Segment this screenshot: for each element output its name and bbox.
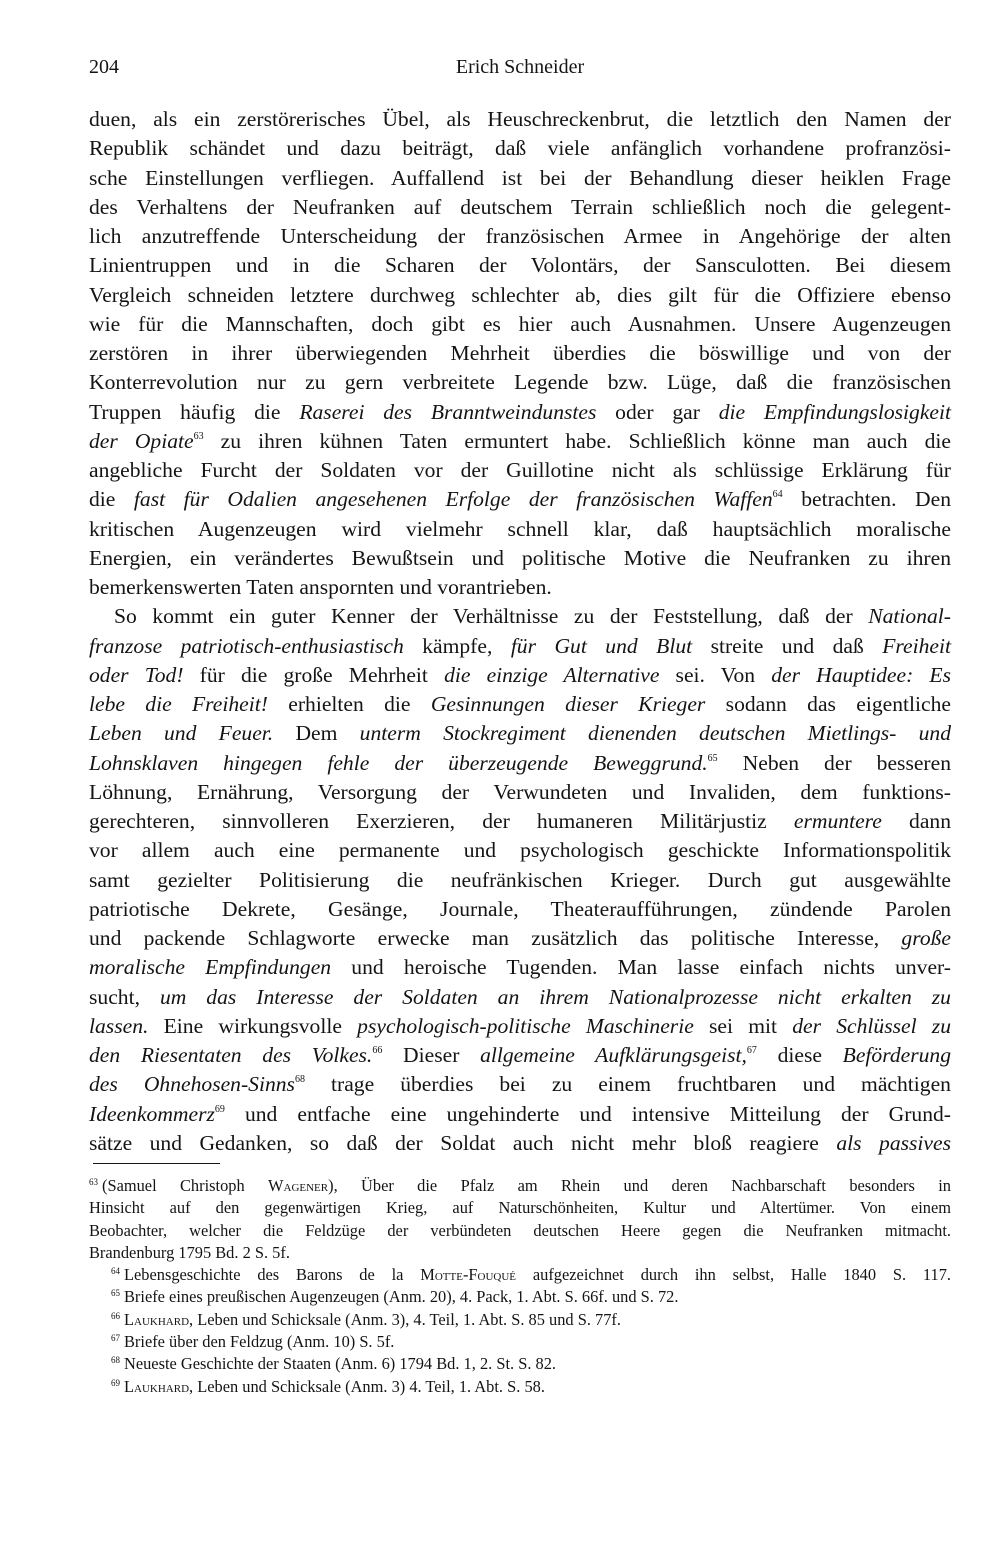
emphasis-text: für Gut und Blut <box>510 633 693 658</box>
body-line <box>89 690 951 719</box>
body-line <box>89 1129 951 1158</box>
body-line <box>89 719 951 748</box>
text-run: zu ihren kühnen Taten ermuntert habe. Schließlich könne man auch die <box>203 428 951 453</box>
footnote-line <box>89 1309 951 1331</box>
text-run: Neueste Geschichte der Staaten (Anm. 6) 1794 Bd. 1, 2. St. S. 82. <box>124 1354 556 1374</box>
emphasis-text: als passives <box>836 1130 951 1155</box>
body-line <box>89 836 951 865</box>
emphasis-text: große <box>901 926 951 950</box>
emphasis-text: Lohnsklaven hingegen fehle der überzeugende Beweggrund. <box>89 750 708 775</box>
body-line <box>89 602 951 631</box>
text-run: ), Über die Pfalz am Rhein und deren Nachbarschaft besonders in <box>328 1176 951 1195</box>
footnote-ref: 67 <box>111 1333 120 1344</box>
body-line <box>89 456 951 485</box>
emphasis-text: franzose patriotisch-enthusiastisch <box>89 633 404 658</box>
body-line <box>89 134 951 163</box>
footnote-separator <box>93 1163 220 1164</box>
emphasis-text: lebe die Freiheit! <box>89 692 268 716</box>
emphasis-text: des Ohnehosen-Sinns <box>89 1072 295 1097</box>
page-header <box>89 56 951 88</box>
text-run: Beobachter, welcher die Feldzüge der verbündeten deutschen Heere gegen die Neufranken mitmacht. <box>89 1220 951 1240</box>
text-run: Löhnung, Ernährung, Versorgung der Verwundeten und Invaliden, dem funktions- <box>89 779 951 804</box>
footnote-line <box>89 1286 951 1308</box>
text-run: Republik schändet und dazu beiträgt, daß viele anfänglich vorhandene profranzösi- <box>89 136 951 161</box>
text-run: dann <box>881 809 952 833</box>
footnote-ref: 65 <box>111 1288 120 1299</box>
body-line <box>89 339 951 368</box>
text-run: kämpfe, <box>403 633 511 658</box>
footnote-line <box>89 1175 951 1197</box>
text-run: (Samuel Christoph <box>102 1176 269 1195</box>
body-text <box>89 105 951 1158</box>
emphasis-text: Ideenkommerz <box>89 1101 215 1126</box>
body-line <box>89 485 951 514</box>
footnote-ref: 69 <box>111 1377 120 1388</box>
text-run: , Leben und Schicksale (Anm. 3) 4. Teil, 1. Abt. S. 58. <box>189 1376 545 1396</box>
text-run: vor allem auch eine permanente und psychologisch geschickte Informationspolitik <box>89 838 951 863</box>
body-line <box>89 661 951 690</box>
body-line <box>89 427 951 456</box>
footnote-ref: 66 <box>111 1310 120 1321</box>
text-run: Brandenburg 1795 Bd. 2 S. 5f. <box>89 1242 290 1262</box>
body-line <box>89 1012 951 1041</box>
text-run: trage überdies bei zu einem fruchtbaren und mächtigen <box>304 1072 951 1097</box>
body-line <box>89 983 951 1012</box>
text-run: Briefe eines preußischen Augenzeugen (Anm. 20), 4. Pack, 1. Abt. S. 66f. und S. 72. <box>124 1287 679 1307</box>
emphasis-text: Beförderung <box>842 1043 952 1067</box>
emphasis-text: der Hauptidee: Es <box>771 662 951 687</box>
body-line <box>89 105 951 134</box>
body-line <box>89 1041 951 1070</box>
text-run: Motte-Fouqué <box>420 1265 517 1285</box>
footnote-ref: 64 <box>111 1266 120 1277</box>
body-line <box>89 924 951 953</box>
body-line <box>89 573 951 602</box>
text-run: die <box>89 487 134 512</box>
text-run: Truppen häufig die <box>89 399 300 424</box>
text-run: und packende Schlagworte erwecke man zusätzlich das politische Interesse, <box>89 926 902 950</box>
footnote-ref: 69 <box>214 1103 225 1115</box>
text-run: wie für die Mannschaften, doch gibt es hier auch Ausnahmen. Unsere Augenzeugen <box>89 311 951 336</box>
text-run: Briefe über den Feldzug (Anm. 10) S. 5f. <box>124 1332 395 1352</box>
text-run: kritischen Augenzeugen wird vielmehr schnell klar, daß hauptsächlich moralische <box>89 516 951 541</box>
emphasis-text: die Empfindungslosigkeit <box>718 399 952 424</box>
emphasis-text: Leben und Feuer. <box>89 721 274 746</box>
emphasis-text: Freiheit <box>882 633 951 658</box>
footnote-ref: 66 <box>372 1045 383 1056</box>
body-line <box>89 515 951 544</box>
text-run: , Leben und Schicksale (Anm. 3), 4. Teil, 1. Abt. S. 85 und S. 77f. <box>189 1309 621 1329</box>
text-run: erhielten die <box>267 692 431 716</box>
text-run: sei mit <box>693 1013 793 1038</box>
emphasis-text: ermuntere <box>793 809 882 833</box>
text-run: Wagener <box>268 1176 329 1195</box>
body-line <box>89 310 951 339</box>
footnote-ref: 63 <box>193 430 204 442</box>
body-line <box>89 895 951 924</box>
emphasis-text: unterm Stockregiment dienenden deutschen Mietlings- und <box>359 721 951 746</box>
emphasis-text: die einzige Alternative <box>444 662 660 687</box>
footnote-ref: 65 <box>707 752 718 764</box>
footnote-ref: 64 <box>772 489 783 501</box>
text-run: Hinsicht auf den gegenwärtigen Krieg, auf Naturschönheiten, Kultur und Altertümer. Von einem <box>89 1198 951 1218</box>
text-run: angebliche Furcht der Soldaten vor der Guillotine nicht als schlüssige Erklärung für <box>89 458 951 482</box>
text-run: Laukhard <box>124 1309 190 1329</box>
emphasis-text: um das Interesse der Soldaten an ihrem Nationalprozesse nicht erkalten zu <box>159 984 951 1009</box>
emphasis-text: Gesinnungen dieser Krieger <box>430 692 706 716</box>
emphasis-text: moralische Empfindungen <box>89 955 332 980</box>
text-run: für die große Mehrheit <box>183 662 445 687</box>
body-line <box>89 164 951 193</box>
body-line <box>89 193 951 222</box>
running-head: Erich Schneider <box>455 56 585 78</box>
text-run: aufgezeichnet durch ihn selbst, Halle 1840 S. 117. <box>516 1265 951 1285</box>
text-run: sei. Von <box>659 662 772 687</box>
text-run: So kommt ein guter Kenner der Verhältnisse zu der Feststellung, daß der <box>114 604 869 629</box>
emphasis-text: psychologisch-politische Maschinerie <box>357 1013 694 1038</box>
page-number: 204 <box>89 56 119 78</box>
text-run: sucht, <box>89 984 160 1009</box>
footnote-line <box>89 1242 951 1264</box>
text-run: oder gar <box>596 399 719 424</box>
emphasis-text: oder Tod! <box>89 662 184 687</box>
text-run: sche Einstellungen verfliegen. Auffallend ist bei der Behandlung dieser heiklen Frage <box>89 165 951 190</box>
body-line <box>89 807 951 836</box>
footnote-ref: 68 <box>111 1355 120 1366</box>
text-run: Dieser <box>382 1043 481 1067</box>
text-run: sätze und Gedanken, so daß der Soldat auch nicht mehr bloß reagiere <box>89 1130 837 1155</box>
text-run: zerstören in ihrer überwiegenden Mehrheit überdies die böswillige und von der <box>89 341 951 365</box>
text-run: sodann das eigentliche <box>705 692 951 716</box>
text-run: betrachten. Den <box>782 487 952 512</box>
footnote-line <box>89 1264 951 1286</box>
text-run: diese <box>756 1043 843 1067</box>
emphasis-text: National- <box>868 604 951 629</box>
footnote-line <box>89 1220 951 1242</box>
text-run: Eine wirkungsvolle <box>148 1013 358 1038</box>
footnotes <box>89 1175 951 1398</box>
emphasis-text: der Schlüssel zu <box>792 1013 951 1038</box>
footnote-ref: 63 <box>89 1177 98 1187</box>
emphasis-text: Raserei des Branntweindunstes <box>299 399 597 424</box>
emphasis-text: allgemeine Aufklärungsgeist, <box>480 1043 747 1067</box>
text-run: Dem <box>273 721 360 746</box>
text-run: patriotische Dekrete, Gesänge, Journale, Theateraufführungen, zündende Parolen <box>89 896 951 921</box>
text-run: des Verhaltens der Neufranken auf deutschem Terrain schließlich noch die gelegent- <box>89 194 951 219</box>
footnote-line <box>89 1376 951 1398</box>
text-run: und entfache eine ungehinderte und intensive Mitteilung der Grund- <box>224 1101 951 1126</box>
footnote-line <box>89 1353 951 1375</box>
text-run: streite und daß <box>692 633 883 658</box>
text-run: duen, als ein zerstörerisches Übel, als Heuschreckenbrut, die letztlich den Namen der <box>89 107 951 131</box>
text-run: Konterrevolution nur zu gern verbreitete Legende bzw. Lüge, daß die französischen <box>89 370 951 395</box>
text-run: gerechteren, sinnvolleren Exerzieren, der humaneren Militärjustiz <box>89 809 794 833</box>
text-run: Laukhard <box>124 1376 190 1396</box>
emphasis-text: der Opiate <box>89 428 194 453</box>
body-line <box>89 749 951 778</box>
body-line <box>89 544 951 573</box>
text-run: Vergleich schneiden letztere durchweg schlechter ab, dies gilt für die Offiziere ebenso <box>89 282 951 307</box>
body-line <box>89 632 951 661</box>
emphasis-text: den Riesentaten des Volkes. <box>89 1043 373 1067</box>
body-line <box>89 953 951 982</box>
text-run: Lebensgeschichte des Barons de la <box>124 1265 421 1285</box>
text-run: und heroische Tugenden. Man lasse einfach nichts unver- <box>331 955 951 980</box>
body-line <box>89 1100 951 1129</box>
body-line <box>89 778 951 807</box>
footnote-line <box>89 1331 951 1353</box>
text-run: Linientruppen und in die Scharen der Volontärs, der Sansculotten. Bei diesem <box>89 253 951 278</box>
emphasis-text: lassen. <box>89 1013 149 1038</box>
body-line <box>89 222 951 251</box>
body-line <box>89 368 951 397</box>
footnote-ref: 68 <box>294 1074 305 1086</box>
text-run: Energien, ein verändertes Bewußtsein und politische Motive die Neufranken zu ihren <box>89 545 951 570</box>
body-line <box>89 251 951 280</box>
footnote-line <box>89 1197 951 1219</box>
body-line <box>89 281 951 310</box>
text-run: bemerkenswerten Taten anspornten und vorantrieben. <box>89 575 552 599</box>
footnote-ref: 67 <box>746 1045 757 1056</box>
text-run: samt gezielter Politisierung die neufränkischen Krieger. Durch gut ausgewählte <box>89 867 951 892</box>
body-line <box>89 866 951 895</box>
body-line <box>89 1070 951 1099</box>
emphasis-text: fast für Odalien angesehenen Erfolge der französischen Waffen <box>133 487 773 512</box>
body-line <box>89 398 951 427</box>
text-run: Neben der besseren <box>717 750 951 775</box>
text-run: lich anzutreffende Unterscheidung der französischen Armee in Angehörige der alten <box>89 224 951 248</box>
